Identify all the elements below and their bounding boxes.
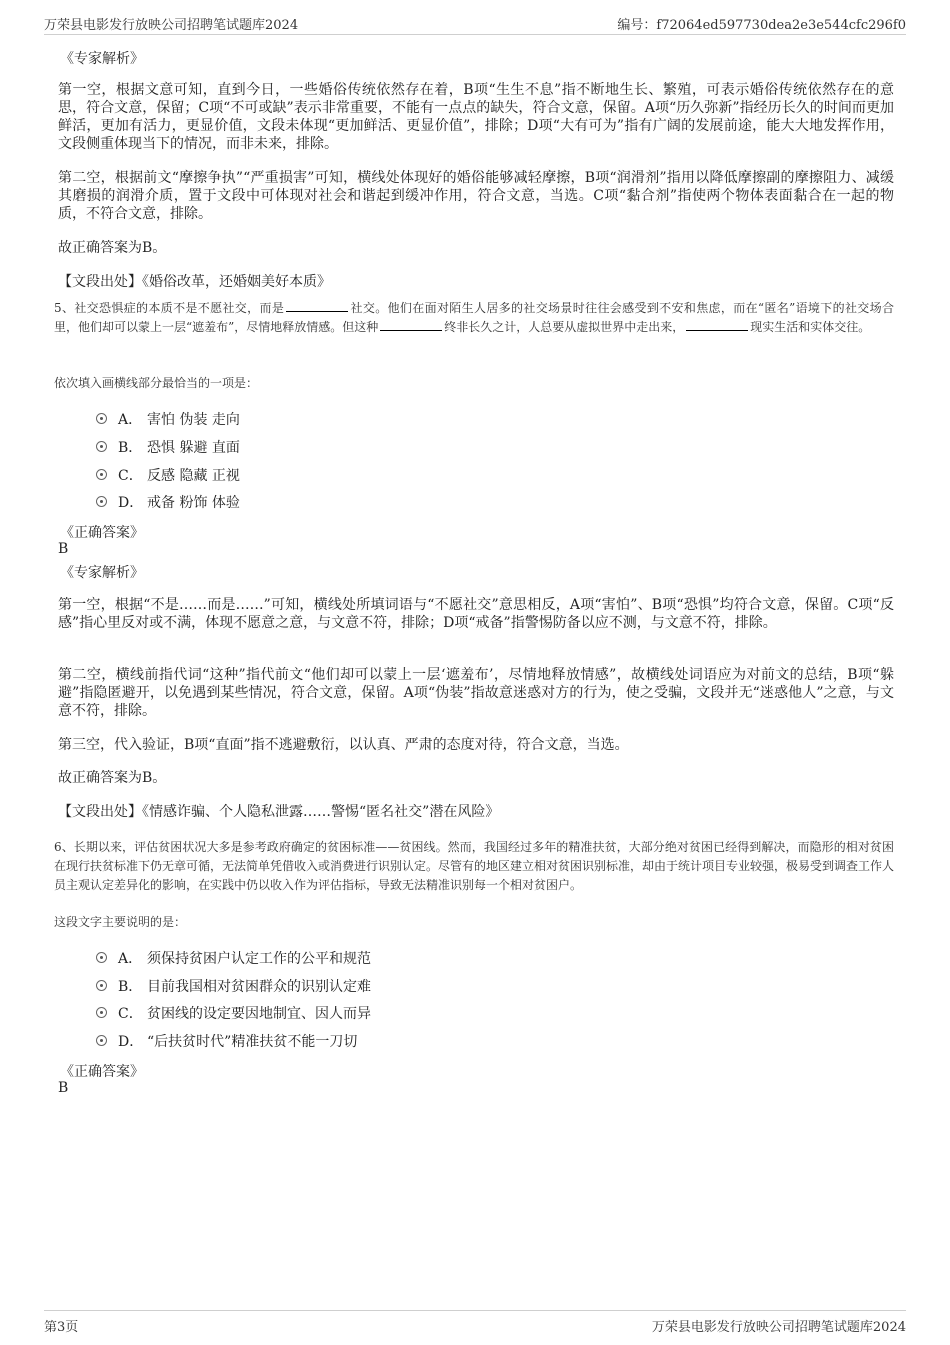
- option-letter: A．: [118, 412, 143, 428]
- analysis-label: 《专家解析》: [60, 565, 144, 581]
- radio-button[interactable]: [96, 980, 107, 991]
- option-text: 目前我国相对贫困群众的识别认定难: [147, 979, 371, 995]
- analysis-paragraph: 第二空，根据前文“摩擦争执”“严重损害”可知，横线处体现好的婚俗能够减轻摩擦，B项“润滑剂”指用以降低摩擦副的摩擦阻力、减缓其磨损的润滑介质，置于文段中可体现对社会和谐起到缓冲作用，符合文意，当选。C项“黏合剂”指使两个物体表面黏合在一起的物质，不符合文意，排除。: [58, 170, 894, 222]
- analysis-paragraph: 第一空，根据文意可知，直到今日，一些婚俗传统依然存在着，B项“生生不息”指不断地生长、繁殖，可表示婚俗传统依然存在的意思，符合文意，保留；C项“不可或缺”表示非常重要，不能有一点点的缺失，符合文意，保留。A项“历久弥新”指经历长久的时间而更加鲜活，更加有活力，更显价值，文段未体现“更加鲜活、更显价值”，排除；D项“大有可为”指有广阔的发展前途，能大大地发挥作用，文段侧重体现当下的情况，而非未来，排除。: [58, 82, 894, 152]
- source-citation: 【文段出处】《情感诈骗、个人隐私泄露……警惕“匿名社交”潜在风险》: [58, 804, 500, 820]
- source-citation: 【文段出处】《婚俗改革，还婚姻美好本质》: [58, 274, 331, 290]
- option-letter: B．: [118, 440, 143, 456]
- footer-title: 万荣县电影发行放映公司招聘笔试题库2024: [651, 1320, 906, 1335]
- header-title: 万荣县电影发行放映公司招聘笔试题库2024: [44, 18, 299, 33]
- option-text: 戒备 粉饰 体验: [147, 495, 240, 511]
- analysis-paragraph: 第一空，根据“不是……而是……”可知，横线处所填词语与“不愿社交”意思相反，A项“害怕”、B项“恐惧”均符合文意，保留。C项“反感”指心里反对或不满，体现不愿意之意，与文意不符，排除；D项“戒备”指警惕防备以应不测，与文意不符，排除。: [58, 597, 894, 631]
- question-5-text: 5、社交恐惧症的本质不是不愿社交，而是 社交。他们在面对陌生人居多的社交场景时往往会感受到不安和焦虑，而在“匿名”语境下的社交场合里，他们却可以蒙上一层“遮羞布”，尽情地释放情感。但这种 终非长久之计，人总要从虚拟世界中走出来， 现实生活和实体交往。: [54, 301, 895, 334]
- analysis-paragraph: 第三空，代入验证，B项“直面”指不逃避敷衍，以认真、严肃的态度对待，符合文意，当选。: [58, 737, 629, 753]
- radio-button[interactable]: [96, 1035, 107, 1046]
- option-letter: D．: [118, 495, 144, 511]
- radio-button[interactable]: [96, 496, 107, 507]
- analysis-label: 《专家解析》: [60, 51, 144, 67]
- question-prompt: 这段文字主要说明的是：: [54, 915, 187, 929]
- answer-label: 《正确答案》: [60, 525, 144, 541]
- option-text: “后扶贫时代”精准扶贫不能一刀切: [147, 1034, 358, 1050]
- radio-button[interactable]: [96, 413, 107, 424]
- page-number: 第3页: [44, 1320, 79, 1335]
- conclusion: 故正确答案为B。: [58, 240, 167, 256]
- option-text: 贫困线的设定要因地制宜、因人而异: [147, 1006, 371, 1022]
- option-text: 反感 隐藏 正视: [147, 468, 240, 484]
- option-letter: D．: [118, 1034, 144, 1050]
- page-footer: [44, 1310, 906, 1335]
- option-text: 恐惧 躲避 直面: [147, 440, 240, 456]
- answer-value: B: [58, 1080, 69, 1096]
- option-letter: C．: [118, 468, 143, 484]
- option-text: 须保持贫困户认定工作的公平和规范: [147, 951, 371, 967]
- answer-value: B: [58, 541, 69, 557]
- fill-blank: [380, 319, 442, 331]
- conclusion: 故正确答案为B。: [58, 770, 167, 786]
- analysis-paragraph: 第二空，横线前指代词“这种”指代前文“他们却可以蒙上一层‘遮羞布’，尽情地释放情感”，故横线处词语应为对前文的总结，B项“躲避”指隐匿避开，以免遇到某些情况，符合文意，保留。A项“伪装”指故意迷惑对方的行为，使之受骗，文段并无“迷惑他人”之意，与文意不符，排除。: [58, 667, 894, 719]
- radio-button[interactable]: [96, 952, 107, 963]
- answer-label: 《正确答案》: [60, 1064, 144, 1080]
- option-letter: B．: [118, 979, 143, 995]
- page-header: [44, 12, 906, 35]
- radio-button[interactable]: [96, 469, 107, 480]
- question-prompt: 依次填入画横线部分最恰当的一项是：: [54, 376, 259, 390]
- radio-button[interactable]: [96, 1007, 107, 1018]
- option-text: 害怕 伪装 走向: [147, 412, 240, 428]
- radio-button[interactable]: [96, 441, 107, 452]
- question-6-text: 6、长期以来，评估贫困状况大多是参考政府确定的贫困标准——贫困线。然而，我国经过多年的精准扶贫，大部分绝对贫困已经得到解决，而隐形的相对贫困在现行扶贫标准下仍无章可循，无法简单凭借收入或消费进行识别认定。尽管有的地区建立相对贫困识别标准，却由于统计项目专业较强，极易受到调查工作人员主观认定差异化的影响，在实践中仍以收入作为评估指标，导致无法精准识别每一个相对贫困户。: [54, 840, 895, 892]
- option-letter: C．: [118, 1006, 143, 1022]
- fill-blank: [286, 300, 348, 312]
- option-letter: A．: [118, 951, 143, 967]
- fill-blank: [686, 319, 748, 331]
- document-id: 编号：f72064ed597730dea2e3e544cfc296f0: [617, 18, 906, 33]
